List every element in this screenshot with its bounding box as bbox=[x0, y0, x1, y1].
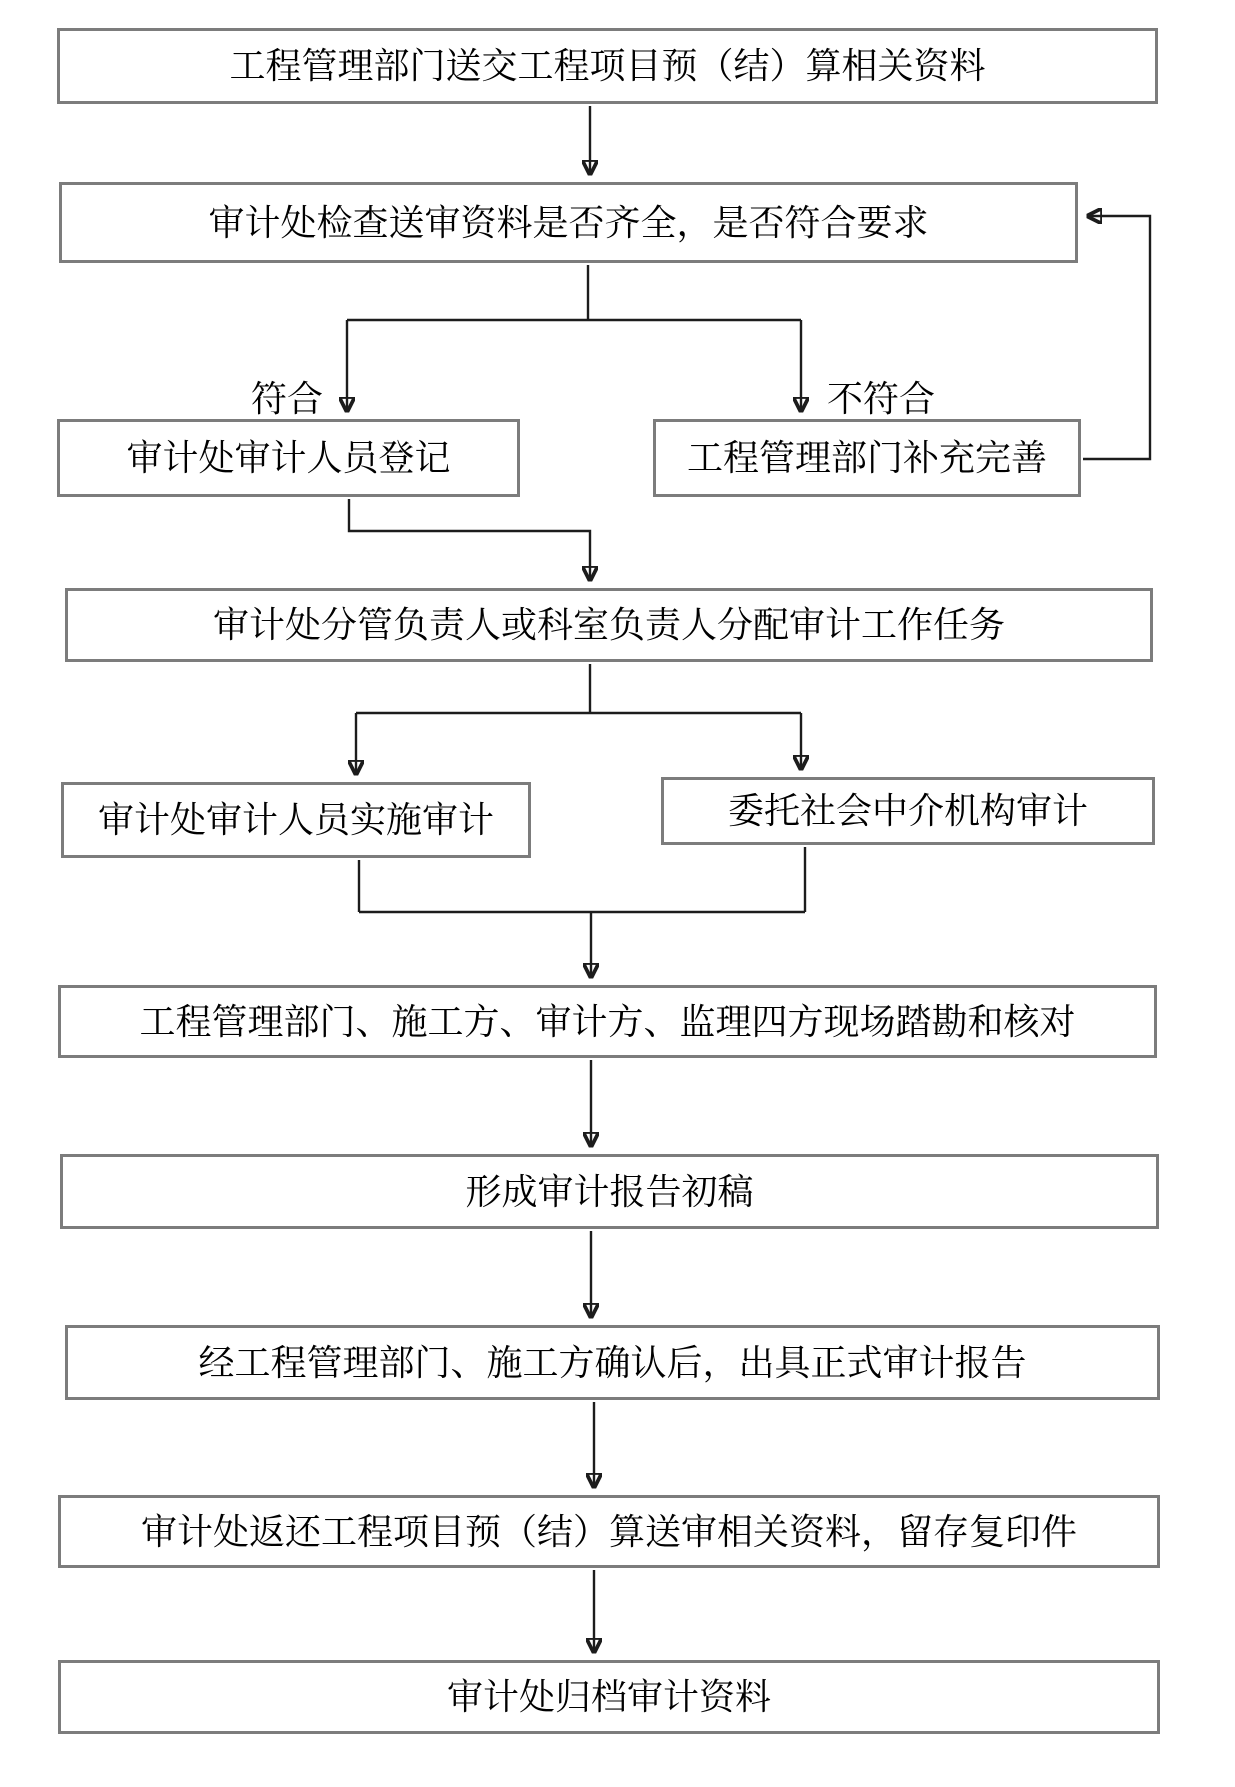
node-final-report bbox=[65, 1325, 1160, 1400]
node-return-materials-label: 审计处返还工程项目预（结）算送审相关资料，留存复印件 bbox=[140, 1511, 1077, 1552]
branch-label-match: 符合 bbox=[251, 379, 324, 419]
node-assign-tasks bbox=[65, 588, 1153, 662]
node-dept-supplement bbox=[653, 419, 1081, 497]
node-dept-supplement-label: 工程管理部门补充完善 bbox=[686, 438, 1047, 478]
node-check-materials bbox=[59, 182, 1078, 263]
node-submit-materials-label: 工程管理部门送交工程项目预（结）算相关资料 bbox=[229, 46, 986, 86]
node-external-audit bbox=[661, 777, 1155, 845]
node-archive-materials-label: 审计处归档审计资料 bbox=[446, 1677, 771, 1717]
node-site-survey bbox=[58, 985, 1157, 1058]
node-draft-report bbox=[60, 1154, 1159, 1229]
node-auditor-register-label: 审计处审计人员登记 bbox=[126, 438, 451, 478]
node-draft-report-label: 形成审计报告初稿 bbox=[465, 1171, 754, 1212]
node-assign-tasks-label: 审计处分管负责人或科室负责人分配审计工作任务 bbox=[212, 605, 1005, 645]
connector-register-to-assign bbox=[349, 499, 590, 580]
node-check-materials-label: 审计处检查送审资料是否齐全，是否符合要求 bbox=[208, 202, 929, 243]
node-archive-materials bbox=[58, 1660, 1160, 1734]
node-internal-audit-label: 审计处审计人员实施审计 bbox=[97, 800, 494, 840]
node-submit-materials bbox=[57, 28, 1158, 104]
node-site-survey-label: 工程管理部门、施工方、审计方、监理四方现场踏勘和核对 bbox=[139, 1001, 1076, 1042]
node-return-materials bbox=[58, 1495, 1160, 1568]
node-auditor-register bbox=[57, 419, 520, 497]
node-final-report-label: 经工程管理部门、施工方确认后，出具正式审计报告 bbox=[198, 1342, 1027, 1383]
connector-supplement-feedback bbox=[1083, 216, 1150, 459]
branch-label-no-match: 不符合 bbox=[827, 379, 936, 419]
node-internal-audit bbox=[61, 782, 531, 858]
node-external-audit-label: 委托社会中介机构审计 bbox=[727, 791, 1088, 831]
